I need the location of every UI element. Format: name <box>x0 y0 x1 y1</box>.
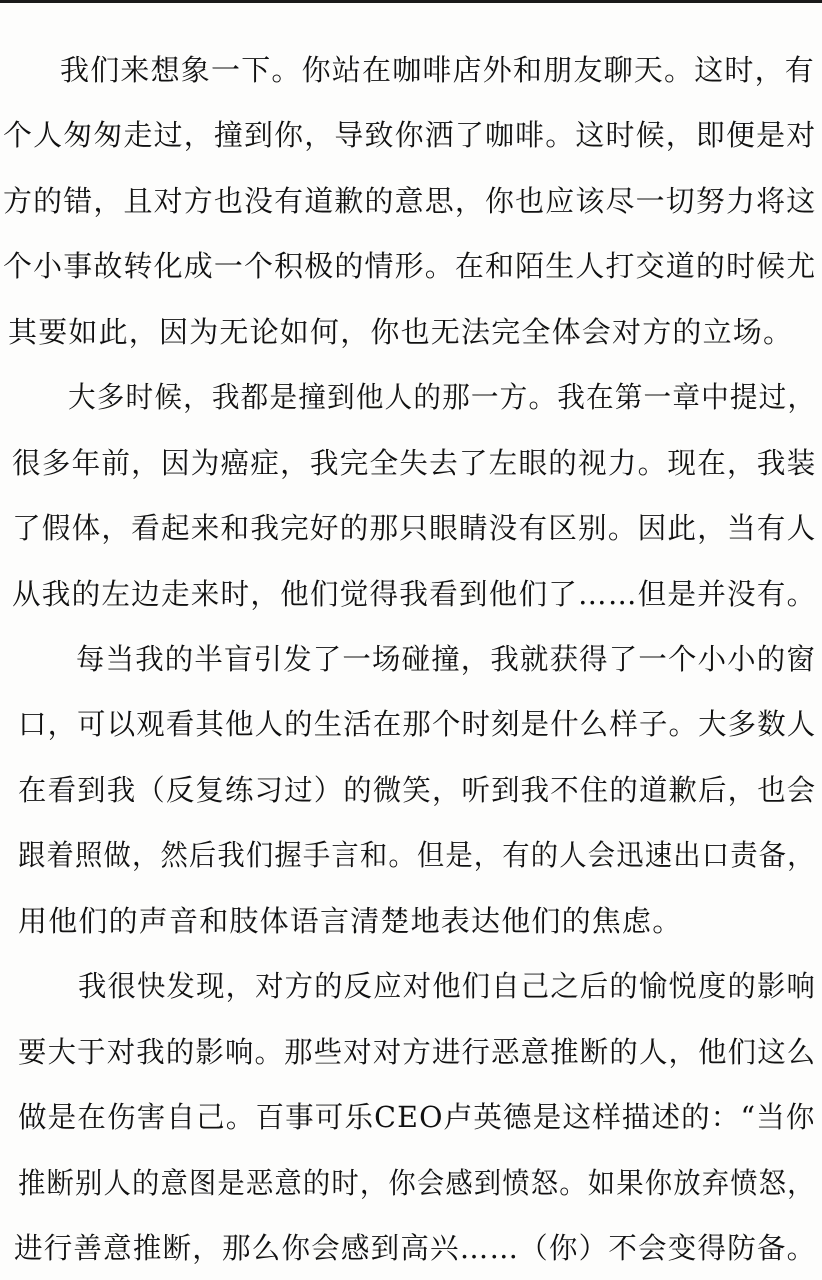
text-line: 我们来想象一下。你站在咖啡店外和朋友聊天。这时，有 <box>60 53 816 87</box>
text-line: 很多年前，因为癌症，我完全失去了左眼的视力。现在，我装 <box>12 445 817 480</box>
text-line: 进行善意推断，那么你会感到高兴……（你）不会变得防备。 <box>14 1231 817 1265</box>
text-line: 口，可以观看其他人的生活在那个时刻是什么样子。大多数人 <box>18 707 817 742</box>
text-line: 其要如此，因为无论如何，你也无法完全体会对方的立场。 <box>8 314 794 349</box>
text-line: 了假体，看起来和我完好的那只眼睛没有区别。因此，当有人 <box>12 511 817 546</box>
text-line: 个人匆匆走过，撞到你，导致你洒了咖啡。这时候，即便是对 <box>3 118 817 153</box>
text-line: 方的错，且对方也没有道歉的意思，你也应该尽一切努力将这 <box>3 183 817 218</box>
top-border-line <box>0 0 822 3</box>
text-line: 要大于对我的影响。那些对对方进行恶意推断的人，他们这么 <box>18 1034 817 1069</box>
text-line: 个小事故转化成一个积极的情形。在和陌生人打交道的时候尤 <box>3 249 817 284</box>
text-line: 每当我的半盲引发了一场碰撞，我就获得了一个小小的窗 <box>76 642 816 676</box>
text-line: 推断别人的意图是恶意的时，你会感到愤怒。如果你放弃愤怒， <box>18 1165 816 1200</box>
text-line: 跟着照做，然后我们握手言和。但是，有的人会迅速出口责备， <box>18 838 816 873</box>
text-line: 做是在伤害自己。百事可乐CEO卢英德是这样描述的：“当你 <box>18 1100 816 1135</box>
text-line: 从我的左边走来时，他们觉得我看到他们了……但是并没有。 <box>12 576 817 611</box>
text-line: 用他们的声音和肢体语言清楚地表达他们的焦虑。 <box>18 903 683 938</box>
text-line: 在看到我（反复练习过）的微笑，听到我不住的道歉后，也会 <box>18 772 817 807</box>
text-line: 大多时候，我都是撞到他人的那一方。我在第一章中提过， <box>68 380 817 415</box>
text-line: 我很快发现，对方的反应对他们自己之后的愉悦度的影响 <box>78 969 817 1004</box>
